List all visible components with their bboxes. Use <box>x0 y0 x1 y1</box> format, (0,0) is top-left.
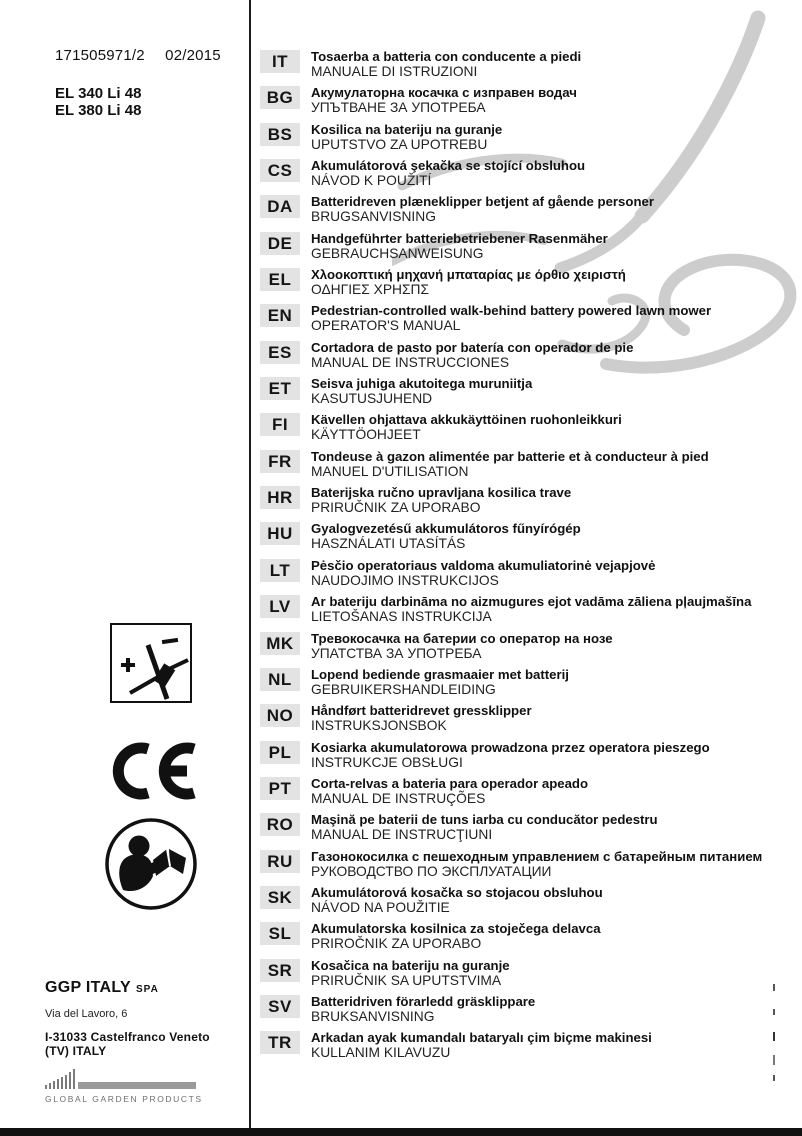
language-code-badge: NL <box>260 668 300 691</box>
language-manual-label: MANUEL D'UTILISATION <box>311 463 469 479</box>
model-name: EL 340 Li 48 <box>55 85 142 102</box>
language-manual-label: LIETOŠANAS INSTRUKCIJA <box>311 609 492 625</box>
language-entry <box>260 449 780 485</box>
language-code-badge: PL <box>260 741 300 764</box>
language-manual-label: PRIRUČNIK ZA UPORABO <box>311 500 481 516</box>
language-manual-label: UPUTSTVO ZA UPOTREBU <box>311 136 488 152</box>
ce-mark-icon <box>110 742 196 800</box>
language-manual-label: УПЪТВАНЕ ЗА УПОТРЕБА <box>311 100 486 116</box>
language-title: Akumulatorska kosilnica za stoječega delavca <box>311 921 601 937</box>
language-title: Ar bateriju darbināma no aizmugures ejot vadāma zāliena pļaujmašīna <box>311 594 752 610</box>
publisher-address-street: Via del Lavoro, 6 <box>45 1008 128 1020</box>
language-text <box>311 994 535 1025</box>
language-entry <box>260 703 780 739</box>
language-text <box>311 412 622 443</box>
language-text <box>311 376 532 407</box>
language-entry <box>260 303 780 339</box>
ggp-logo-beam <box>78 1082 196 1089</box>
language-code-badge: HR <box>260 486 300 509</box>
language-text <box>311 158 585 189</box>
language-code-badge: NO <box>260 704 300 727</box>
language-title: Gyalogvezetésű akkumulátoros fűnyírógép <box>311 521 581 537</box>
language-entry <box>260 994 780 1030</box>
language-entry <box>260 921 780 957</box>
language-entry <box>260 812 780 848</box>
language-code-badge: DA <box>260 195 300 218</box>
language-manual-label: BRUGSANVISNING <box>311 209 436 225</box>
language-title: Kävellen ohjattava akkukäyttöinen ruohonleikkuri <box>311 412 622 428</box>
language-code-badge: FR <box>260 450 300 473</box>
publisher-brand: GLOBAL GARDEN PRODUCTS <box>45 1094 203 1104</box>
language-manual-label: KÄYTTÖOHJEET <box>311 427 421 443</box>
language-code-badge: CS <box>260 159 300 182</box>
language-text <box>311 485 571 516</box>
language-title: Tosaerba a batteria con conducente a piedi <box>311 49 582 64</box>
language-text <box>311 449 709 480</box>
language-manual-label: GEBRAUCHSANWEISUNG <box>311 245 484 261</box>
language-title: Тревокосачка на батерии со оператор на нозе <box>311 630 613 646</box>
language-code-badge: EN <box>260 304 300 327</box>
language-manual-label: KASUTUSJUHEND <box>311 391 433 407</box>
language-manual-label: MANUAL DE INSTRUCŢIUNI <box>311 827 493 843</box>
language-text <box>311 85 577 116</box>
language-manual-label: INSTRUKCJE OBSŁUGI <box>311 754 463 770</box>
language-manual-label: HASZNÁLATI UTASÍTÁS <box>311 536 466 552</box>
language-text <box>311 921 601 952</box>
language-title: Akumulátorová kosačka so stojacou obsluhou <box>311 884 603 900</box>
language-title: Tondeuse à gazon alimentée par batterie et à conducteur à pied <box>311 448 709 464</box>
language-code-badge: SV <box>260 995 300 1018</box>
language-text <box>311 703 532 734</box>
language-code-badge: RU <box>260 850 300 873</box>
language-title: Cortadora de pasto por batería con operador de pie <box>311 339 634 355</box>
language-entry <box>260 376 780 412</box>
language-code-badge: HU <box>260 522 300 545</box>
language-entry <box>260 958 780 994</box>
language-manual-label: PRIROČNIK ZA UPORABO <box>311 936 482 952</box>
language-entry <box>260 122 780 158</box>
language-entry <box>260 558 780 594</box>
language-text <box>311 194 654 225</box>
column-divider-rule <box>249 0 251 1136</box>
language-title: Handgeführter batteriebetriebener Rasenmäher <box>311 230 608 246</box>
language-code-badge: BG <box>260 86 300 109</box>
language-title: Batteridreven plæneklipper betjent af gående personer <box>311 194 654 210</box>
language-text <box>311 667 569 698</box>
language-code-badge: IT <box>260 50 300 73</box>
language-text <box>311 885 603 916</box>
publisher-name: GGP ITALY SPA <box>45 979 159 996</box>
language-entry <box>260 340 780 376</box>
document-number: 171505971/2 <box>55 47 145 64</box>
language-entry <box>260 521 780 557</box>
model-name: EL 380 Li 48 <box>55 102 142 119</box>
language-manual-label: NÁVOD NA POUŽITIE <box>311 899 450 915</box>
language-text <box>311 558 655 589</box>
language-manual-label: BRUKSANVISNING <box>311 1008 435 1024</box>
language-manual-label: MANUALE DI ISTRUZIONI <box>311 64 478 79</box>
language-entry <box>260 849 780 885</box>
language-manual-label: УПАТСТВА ЗА УПОТРЕБА <box>311 645 482 661</box>
language-entry <box>260 194 780 230</box>
document-number-line <box>55 47 221 64</box>
language-manual-label: NÁVOD K POUŽITÍ <box>311 173 432 189</box>
language-manual-label: NAUDOJIMO INSTRUKCIJOS <box>311 572 499 588</box>
language-code-badge: LT <box>260 559 300 582</box>
document-date: 02/2015 <box>165 47 221 64</box>
language-code-badge: ES <box>260 341 300 364</box>
publisher-suffix: SPA <box>135 984 159 995</box>
language-list <box>260 49 780 1067</box>
language-manual-label: ΟΔΗΓΙΕΣ ΧΡΗΣΠΣ <box>311 282 430 298</box>
language-text <box>311 122 502 153</box>
language-title: Kosilica na bateriju na guranje <box>311 121 503 137</box>
language-manual-label: OPERATOR'S MANUAL <box>311 318 461 334</box>
language-title: Håndført batteridrevet gressklipper <box>311 703 532 719</box>
language-entry <box>260 49 780 85</box>
language-code-badge: BS <box>260 123 300 146</box>
battery-warning-icon <box>110 623 192 703</box>
language-title: Lopend bediende grasmaaier met batterij <box>311 666 569 682</box>
language-text <box>311 812 658 843</box>
language-text <box>311 740 710 771</box>
language-entry <box>260 267 780 303</box>
language-code-badge: SR <box>260 959 300 982</box>
language-entry <box>260 776 780 812</box>
bottom-print-bar <box>0 1128 802 1136</box>
language-entry <box>260 231 780 267</box>
language-entry <box>260 412 780 448</box>
language-title: Akumulátorová şekačka se stojící obsluhou <box>311 158 586 174</box>
language-entry <box>260 594 780 630</box>
language-title: Batteridriven förarledd gräsklippare <box>311 993 536 1009</box>
language-title: Газонокосилка с пешеходным управлением с батарейным питанием <box>311 848 763 864</box>
language-text <box>311 521 581 552</box>
language-text <box>311 631 613 662</box>
language-entry <box>260 485 780 521</box>
ggp-logo <box>45 1067 235 1089</box>
language-title: Kosiarka akumulatorowa prowadzona przez operatora pieszego <box>311 739 710 755</box>
language-manual-label: PRIRUČNIK SA UPUTSTVIMA <box>311 972 502 988</box>
language-title: Baterijska ručno upravljana kosilica trave <box>311 485 572 501</box>
language-entry <box>260 85 780 121</box>
language-code-badge: DE <box>260 232 300 255</box>
language-text <box>311 1030 652 1061</box>
language-title: Χλοοκοπτική μηχανή μπαταρίας με όρθιο χειριστή <box>311 267 626 283</box>
language-code-badge: LV <box>260 595 300 618</box>
language-manual-label: MANUAL DE INSTRUÇÕES <box>311 790 486 806</box>
publisher-block <box>45 979 235 1104</box>
language-entry <box>260 631 780 667</box>
language-manual-label: MANUAL DE INSTRUCCIONES <box>311 354 510 370</box>
language-code-badge: TR <box>260 1031 300 1054</box>
read-manual-icon <box>103 816 199 912</box>
language-entry <box>260 885 780 921</box>
language-text <box>311 594 751 625</box>
language-entry <box>260 158 780 194</box>
language-title: Arkadan ayak kumandalı bataryalı çim biçme makinesi <box>311 1030 652 1046</box>
language-code-badge: EL <box>260 268 300 291</box>
language-code-badge: RO <box>260 813 300 836</box>
language-title: Maşină pe baterii de tuns iarba cu conducător pedestru <box>311 812 658 828</box>
language-text <box>311 776 588 807</box>
language-manual-label: KULLANIM KILAVUZU <box>311 1045 451 1061</box>
language-manual-label: GEBRUIKERSHANDLEIDING <box>311 681 496 697</box>
language-entry <box>260 667 780 703</box>
language-title: Pėsčio operatoriaus valdoma akumuliatorinė vejapjovė <box>311 557 656 573</box>
language-text <box>311 49 581 80</box>
language-text <box>311 958 510 989</box>
publisher-address-city: I-31033 Castelfranco Veneto (TV) ITALY <box>45 1030 210 1058</box>
language-text <box>311 340 633 371</box>
language-title: Corta-relvas a bateria para operador apeado <box>311 775 589 791</box>
language-code-badge: ET <box>260 377 300 400</box>
language-title: Pedestrian-controlled walk-behind battery powered lawn mower <box>311 303 712 319</box>
language-title: Seisva juhiga akutoitega muruniitja <box>311 376 533 392</box>
language-entry <box>260 740 780 776</box>
language-manual-label: INSTRUKSJONSBOK <box>311 718 447 734</box>
ggp-logo-bars-icon <box>45 1069 75 1089</box>
language-entry <box>260 1030 780 1066</box>
language-code-badge: SK <box>260 886 300 909</box>
language-code-badge: MK <box>260 632 300 655</box>
language-text <box>311 849 762 880</box>
language-text <box>311 267 626 298</box>
model-list <box>55 85 141 119</box>
language-title: Kosačica na bateriju na guranje <box>311 957 510 973</box>
language-code-badge: PT <box>260 777 300 800</box>
language-code-badge: SL <box>260 922 300 945</box>
language-code-badge: FI <box>260 413 300 436</box>
language-title: Акумулаторна косачка с изправен водач <box>311 85 577 101</box>
print-registration-tick <box>773 1075 775 1081</box>
language-text <box>311 231 608 262</box>
language-manual-label: РУКОВОДСТВО ПО ЭКСПЛУАТАЦИИ <box>311 863 552 879</box>
language-text <box>311 303 711 334</box>
